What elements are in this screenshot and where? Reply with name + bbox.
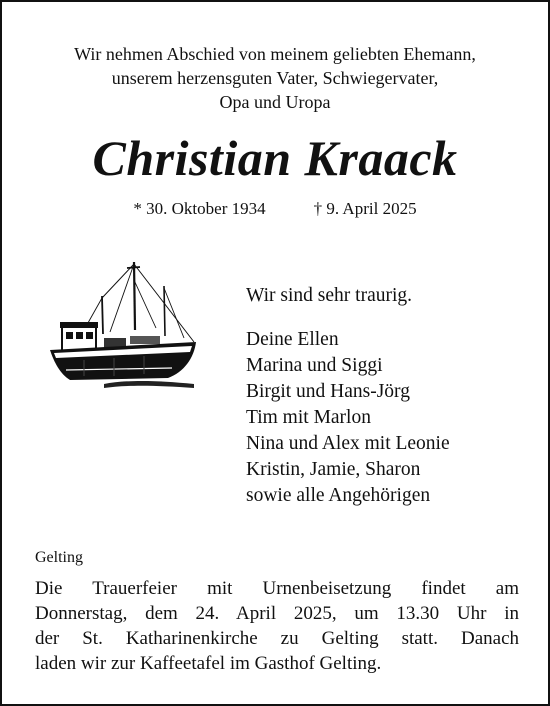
service-line: Die Trauerfeier mit Urnenbeisetzung findet am	[35, 578, 519, 599]
service-announcement	[35, 576, 519, 676]
birth-date: * 30. Oktober 1934	[133, 199, 266, 218]
deceased-name: Christian Kraack	[92, 130, 458, 186]
mourners-block	[246, 283, 450, 509]
mourners-lead: Wir sind sehr traurig.	[246, 285, 413, 306]
place-name: Gelting	[35, 549, 83, 566]
mourner-name: Birgit und Hans-Jörg	[246, 381, 410, 402]
death-date: † 9. April 2025	[313, 199, 417, 218]
service-line: laden wir zur Kaffeetafel im Gasthof Gelting.	[35, 653, 382, 674]
life-dates	[2, 198, 548, 220]
service-line: der St. Katharinenkirche zu Gelting statt. Danach	[35, 628, 519, 649]
intro-line: unserem herzensguten Vater, Schwiegervater,	[111, 68, 439, 88]
mourner-name: Marina und Siggi	[246, 355, 383, 376]
mourner-name: Nina und Alex mit Leonie	[246, 433, 450, 454]
intro-line: Opa und Uropa	[219, 92, 331, 112]
mourner-name: Tim mit Marlon	[246, 407, 371, 428]
intro-line: Wir nehmen Abschied von meinem geliebten Ehemann,	[74, 44, 476, 64]
fishing-boat-icon	[44, 258, 202, 394]
mourner-name: Deine Ellen	[246, 329, 339, 350]
mourner-name: sowie alle Angehörigen	[246, 485, 431, 506]
intro-text	[22, 42, 528, 114]
mourner-name: Kristin, Jamie, Sharon	[246, 459, 421, 480]
service-line: Donnerstag, dem 24. April 2025, um 13.30 Uhr in	[35, 603, 519, 624]
